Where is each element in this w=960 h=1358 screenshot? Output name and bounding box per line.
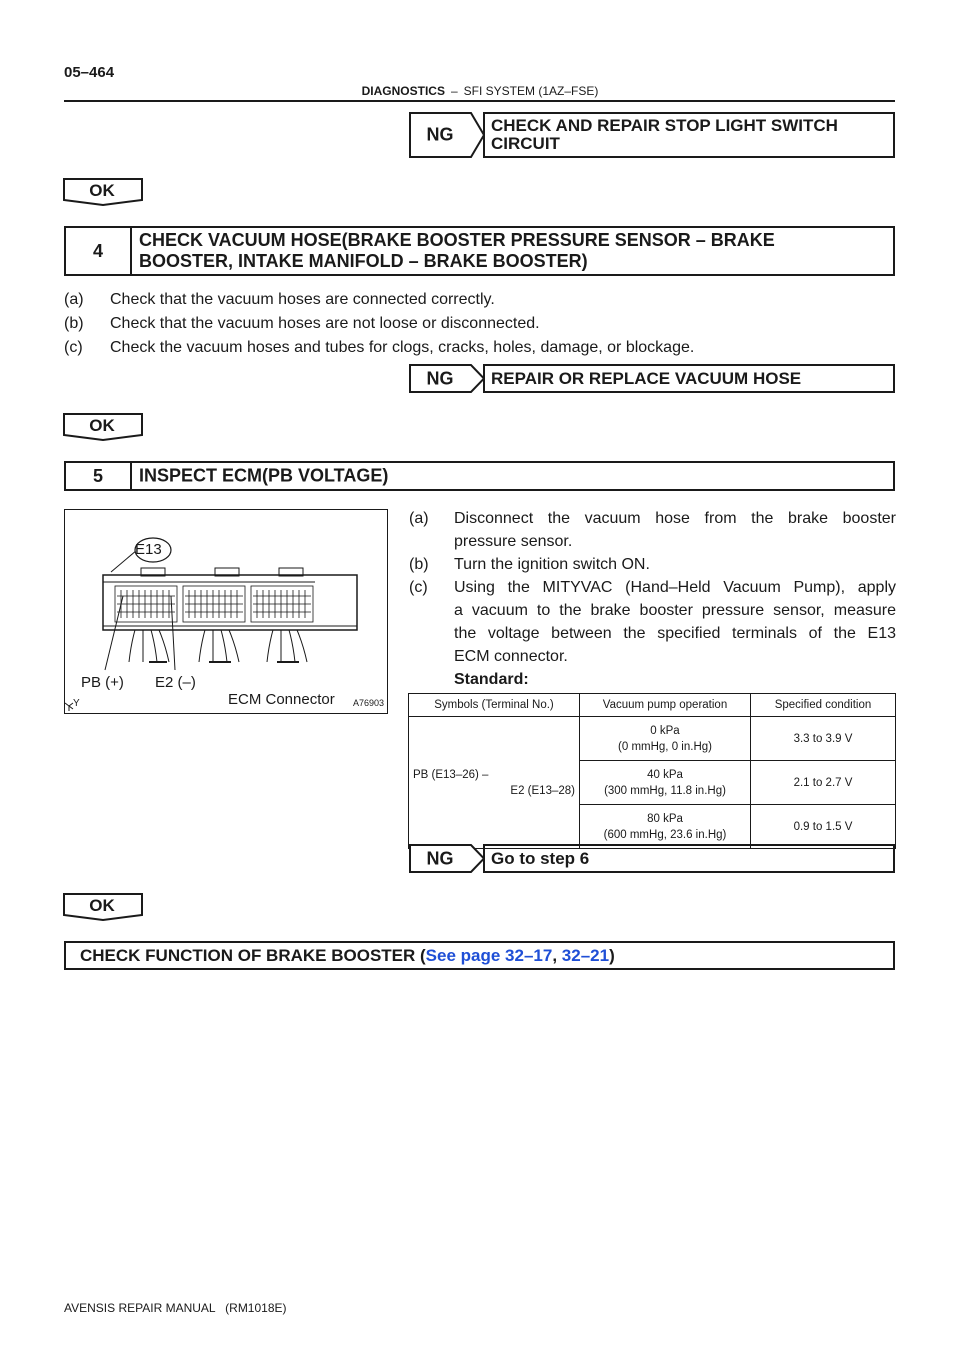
specified-condition-cell: 0.9 to 1.5 V: [751, 805, 896, 849]
final-action-text: CHECK FUNCTION OF BRAKE BOOSTER (: [80, 945, 426, 965]
table-row: [409, 717, 896, 761]
step-5-item-c: (c) Using the MITYVAC (Hand–Held Vacuum Pump), apply a vacuum to the brake booster pressure sensor, measure the voltage between the specified terminals of the E13 ECM connector. Standard:: [409, 576, 896, 691]
ng-action-box: REPAIR OR REPLACE VACUUM HOSE: [483, 364, 895, 393]
step-title: [139, 230, 885, 272]
specified-condition-cell: 2.1 to 2.7 V: [751, 761, 896, 805]
ok-label: OK: [89, 181, 115, 200]
header-separator: –: [450, 84, 458, 98]
header-subsection: SFI SYSTEM (1AZ–FSE): [463, 84, 599, 98]
page-header: [0, 84, 960, 98]
ng-label: NG: [426, 124, 454, 145]
terminal-symbol-cell: PB (E13–26) – E2 (E13–28): [409, 717, 580, 849]
table-header: Symbols (Terminal No.): [409, 694, 580, 717]
ok-result-3: [63, 893, 143, 921]
vacuum-operation-cell: 0 kPa (0 mmHg, 0 in.Hg): [580, 717, 751, 761]
step-4-item-c: (c) Check the vacuum hoses and tubes for clogs, cracks, holes, damage, or blockage.: [64, 339, 695, 356]
ecm-connector-caption: ECM Connector: [228, 691, 335, 708]
step-5-header: [64, 461, 895, 491]
ng-action-box: Go to step 6: [483, 844, 895, 873]
connector-id-label: E13: [135, 541, 162, 558]
page-number: 05–464: [64, 64, 115, 81]
link-separator: ,: [552, 945, 562, 965]
ng-action-box: [483, 112, 895, 158]
step-4-header: [64, 226, 895, 276]
ng-arrow-tag: [409, 844, 485, 873]
ok-result-1: [63, 178, 143, 206]
page-link-32-17[interactable]: See page 32–17: [425, 945, 553, 965]
spec-table: [408, 693, 896, 849]
pb-terminal-label: PB (+): [81, 674, 124, 691]
ng-result-go-step-6: [409, 844, 895, 873]
vacuum-operation-cell: 80 kPa (600 mmHg, 23.6 in.Hg): [580, 805, 751, 849]
ng-label: NG: [426, 848, 454, 868]
vacuum-operation-cell: 40 kPa (300 mmHg, 11.8 in.Hg): [580, 761, 751, 805]
figure-corner-mark: Y: [73, 698, 80, 709]
ok-result-2: [63, 413, 143, 441]
step-number: 5: [66, 463, 132, 489]
table-header-row: [409, 694, 896, 717]
step-5-item-b: (b) Turn the ignition switch ON.: [409, 556, 650, 573]
ecm-connector-figure: [64, 509, 388, 714]
step-title-line1: CHECK VACUUM HOSE(BRAKE BOOSTER PRESSURE SENSOR – BRAKE: [139, 230, 775, 250]
final-action-close: ): [609, 945, 615, 965]
table-header: Vacuum pump operation: [580, 694, 751, 717]
header-rule: [64, 100, 895, 102]
ng-arrow-tag: [409, 112, 485, 158]
step-title: INSPECT ECM(PB VOLTAGE): [139, 465, 389, 486]
ng-result-vacuum-hose: [409, 364, 895, 393]
standard-label: Standard:: [454, 671, 529, 688]
ng-action-line2: CIRCUIT: [491, 134, 560, 153]
ng-result-stop-light: [409, 112, 895, 158]
page-link-32-21[interactable]: 32–21: [561, 945, 610, 965]
step-number: 4: [66, 228, 132, 274]
step-4-item-a: (a) Check that the vacuum hoses are connected correctly.: [64, 291, 495, 308]
specified-condition-cell: 3.3 to 3.9 V: [751, 717, 896, 761]
step-title-line2: BOOSTER, INTAKE MANIFOLD – BRAKE BOOSTER): [139, 251, 588, 271]
step-5-item-a: (a) Disconnect the vacuum hose from the brake booster pressure sensor.: [409, 510, 896, 550]
step-4-item-b: (b) Check that the vacuum hoses are not loose or disconnected.: [64, 315, 540, 332]
table-header: Specified condition: [751, 694, 896, 717]
figure-code: A76903: [353, 698, 385, 708]
page-footer: AVENSIS REPAIR MANUAL (RM1018E): [64, 1301, 287, 1315]
header-section: DIAGNOSTICS: [361, 84, 445, 98]
ng-action-line1: CHECK AND REPAIR STOP LIGHT SWITCH: [491, 116, 838, 135]
ok-label: OK: [89, 896, 115, 915]
ng-arrow-tag: [409, 364, 485, 393]
final-action-box: [64, 941, 895, 970]
ok-label: OK: [89, 416, 115, 435]
ng-label: NG: [426, 368, 454, 388]
e2-terminal-label: E2 (–): [155, 674, 196, 691]
